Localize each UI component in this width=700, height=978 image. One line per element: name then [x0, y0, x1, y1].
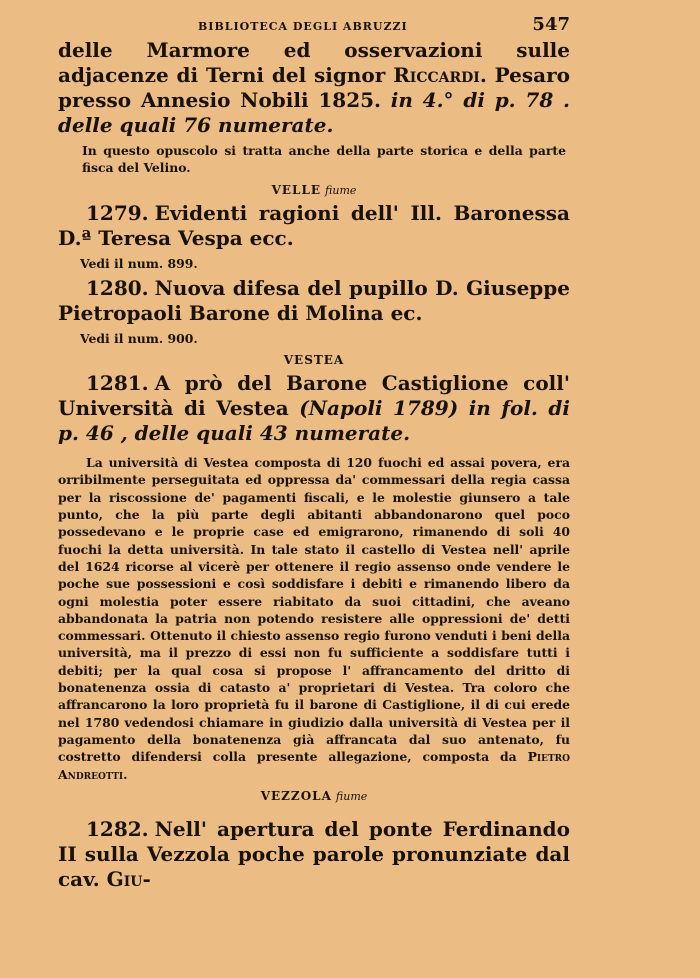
continuation-publisher: . Pesaro presso Annesio Nobili 1825.	[58, 63, 571, 112]
entry-1279	[58, 201, 570, 251]
section-heading-velle	[58, 183, 570, 197]
entry-format: (Napoli 1789) in fol. di p. 46 , delle quali 43 numerate.	[58, 396, 570, 446]
continuation-format: in 4.° di p. 78 . delle quali 76 numerate.	[58, 88, 570, 137]
section-name: VELLE	[271, 182, 322, 197]
entry-number: 1280.	[86, 275, 149, 300]
running-title: BIBLIOTECA DEGLI ABRUZZI	[198, 20, 408, 33]
entry-number: 1281.	[86, 371, 149, 396]
entry-title: Nell' apertura del ponte Ferdinando II sulla Vezzola poche parole pronunziate dal cav.	[58, 816, 570, 891]
entry-title-continuation: Giu-	[106, 866, 151, 891]
entry-1281	[58, 371, 570, 446]
entry-1281-note	[58, 454, 570, 783]
section-name: VEZZOLA	[260, 788, 332, 803]
note-text: La università di Vestea composta di 120 fuochi ed assai povera, era orribilmente perseguitata ed oppressa da' commessari della regia cassa per la riscossione de' pagamenti fiscali, e le molestie giunsero a tale punto, che la più parte degli abitanti abbandonarono quel poco possedevano e le proprie case ed emigrarono, rimanendo di soli 40 fuochi la detta università. In tale stato il castello di Vestea nell' aprile del 1624 ricorse al vicerè per ottenere il regio assenso onde vendere le poche sue possessioni e così soddisfare i debiti e rimanendo libero da ogni molestia poter essere riabitato da suoi cittadini, che aveano abbandonata la patria non potendo resistere alle oppressioni de' detti commessari. Ottenuto il chiesto assenso regio furono venduti i beni della università, ma il prezzo di essi non fu sufficiente a soddisfare tutti i debiti; per la qual cosa si propose l' affrancamento del dritto di bonatenenza ossia di catasto a' proprietari di Vestea. Tra coloro che affrancarono la loro proprietà fu il barone di Castiglione, il di cui erede nel 1780 vedendosi chiamare in giudizio dalla università di Vestea per il pagamento della bonatenenza già affrancata dal suo antenato, fu costretto difendersi colla presente allegazione, composta da	[58, 455, 570, 765]
entry-1282	[58, 817, 570, 892]
entry-1280-reference: Vedi il num. 900.	[80, 330, 198, 346]
note-author: Pietro Andreotti	[58, 749, 570, 782]
entry-title: A prò del Barone Castiglione coll' Università di Vestea	[58, 371, 570, 421]
entry-number: 1279.	[86, 200, 149, 225]
page-number: 547	[532, 14, 570, 35]
book-page	[58, 14, 570, 892]
section-heading-vezzola	[58, 789, 570, 803]
entry-title: Evidenti ragioni dell' Ill. Baronessa D.ª Teresa Vespa ecc.	[58, 200, 570, 250]
entry-title: Nuova difesa del pupillo D. Giuseppe Pietropaoli Barone di Molina ec.	[58, 275, 570, 325]
continuation-text: delle Marmore ed osservazioni sulle adjacenze di Terni del signor	[58, 38, 570, 87]
section-heading-vestea	[58, 353, 570, 367]
section-kind: fiume	[325, 183, 357, 197]
section-kind: fiume	[335, 789, 368, 803]
entry-1279-reference: Vedi il num. 899.	[80, 255, 198, 271]
continuation-entry	[58, 38, 570, 138]
continuation-author: Riccardi	[393, 63, 480, 87]
entry-number: 1282.	[86, 816, 149, 841]
entry-1280	[58, 276, 570, 326]
continuation-note: In questo opuscolo si tratta anche della parte storica e della parte fisca del Velino.	[82, 143, 566, 176]
note-end: .	[123, 766, 128, 782]
running-head	[58, 14, 570, 38]
section-name: VESTEA	[283, 353, 345, 368]
